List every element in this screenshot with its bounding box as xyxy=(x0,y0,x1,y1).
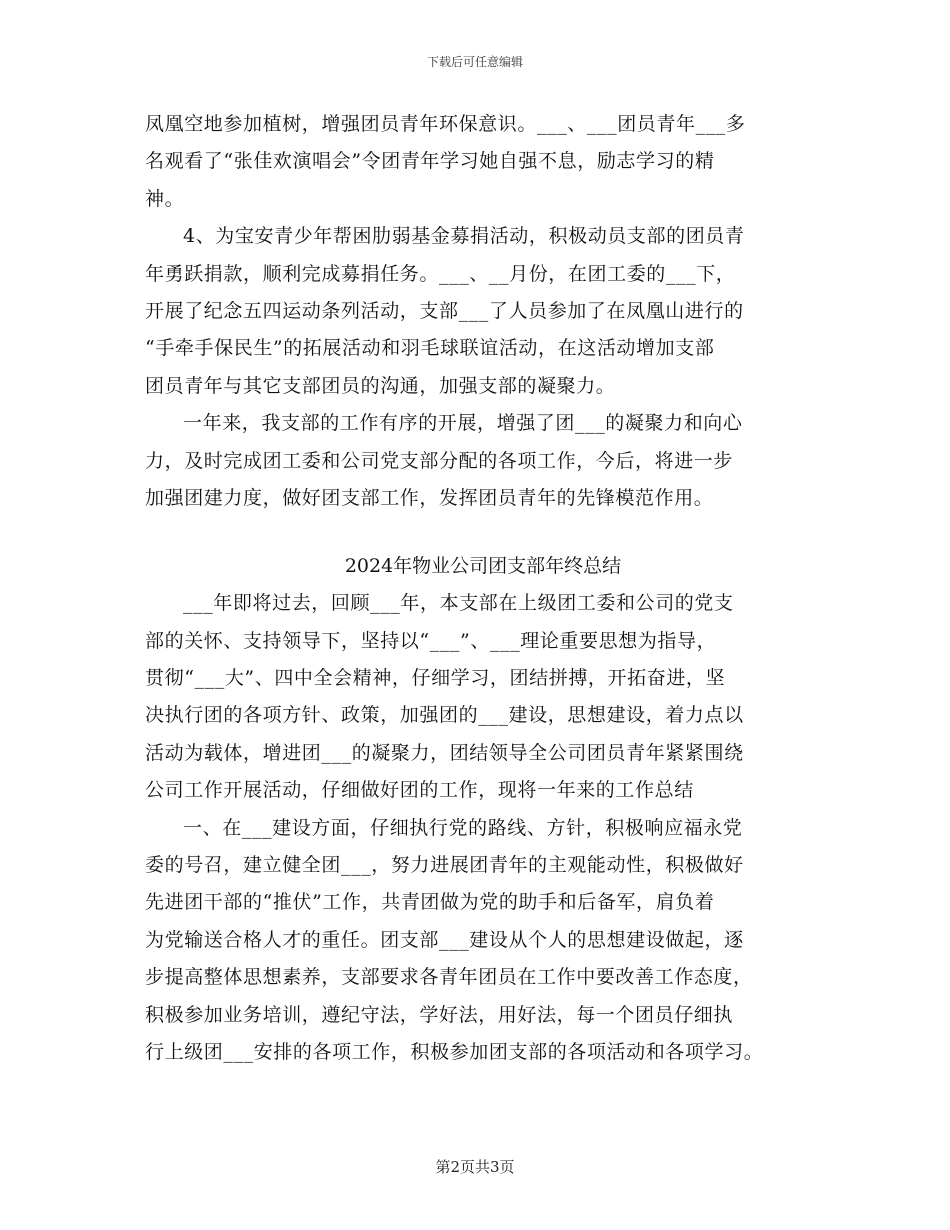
paragraph-line: 步提高整体思想素养，支部要求各青年团员在工作中要改善工作态度， xyxy=(145,966,753,989)
paragraph-line: ___年即将过去，回顾___年，本支部在上级团工委和公司的党支 xyxy=(183,592,734,615)
paragraph-line: 凤凰空地参加植树，增强团员青年环保意识。___、___团员青年___多 xyxy=(145,113,746,135)
paragraph-line: 活动为载体，增进团___的凝聚力，团结领导全公司团员青年紧紧围绕 xyxy=(145,741,744,764)
paragraph-line: 加强团建力度，做好团支部工作，发挥团员青年的先锋模范作用。 xyxy=(145,486,714,509)
paragraph-line: 一年来，我支部的工作有序的开展，增强了团___的凝聚力和向心 xyxy=(183,412,743,435)
paragraph-line: 贯彻“___大”、四中全会精神，仔细学习，团结拼搏，开拓奋进，坚 xyxy=(145,667,726,690)
paragraph-line: 名观看了“张佳欢演唱会”令团青年学习她自强不息，励志学习的精 xyxy=(145,150,715,173)
document-body xyxy=(145,106,815,1071)
paragraph-line: 团员青年与其它支部团员的沟通，加强支部的凝聚力。 xyxy=(145,374,616,397)
paragraph-line: “手牵手保民生”的拓展活动和羽毛球联谊活动，在这活动增加支部 xyxy=(145,337,715,360)
paragraph-line: 公司工作开展活动，仔细做好团的工作，现将一年来的工作总结 xyxy=(145,779,694,802)
page-header: 下载后可任意编辑 xyxy=(426,55,523,69)
paragraph-line: 一、在___建设方面，仔细执行党的路线、方针，积极响应福永党 xyxy=(183,816,743,839)
paragraph-line: 行上级团___安排的各项工作，积极参加团支部的各项活动和各项学习。 xyxy=(145,1040,764,1063)
paragraph-line: 先进团干部的“推伏”工作，共青团做为党的助手和后备军，肩负着 xyxy=(145,891,715,914)
paragraph-line: 部的关怀、支持领导下，坚持以“___”、___理论重要思想为指导， xyxy=(145,629,717,652)
paragraph-line: 年勇跃捐款，顺利完成募捐任务。___、__月份，在团工委的___下， xyxy=(145,262,736,285)
page-number: 第2页共3页 xyxy=(435,1158,515,1176)
paragraph-line: 积极参加业务培训，遵纪守法，学好法，用好法，每一个团员仔细执 xyxy=(145,1003,734,1026)
section-title: 2024年物业公司团支部年终总结 xyxy=(344,555,622,578)
paragraph-line: 委的号召，建立健全团___，努力进展团青年的主观能动性，积极做好 xyxy=(145,854,744,877)
paragraph-line: 为党输送合格人才的重任。团支部___建设从个人的思想建设做起，逐 xyxy=(145,928,744,951)
section-gap xyxy=(145,517,815,547)
paragraph-line: 开展了纪念五四运动条列活动，支部___了人员参加了在凤凰山进行的 xyxy=(145,299,744,322)
paragraph-line: 4、为宝安青少年帮困肋弱基金募捐活动，积极动员支部的团员青 xyxy=(183,225,745,248)
paragraph-line: 决执行团的各项方针、政策，加强团的___建设，思想建设，着力点以 xyxy=(145,704,744,727)
paragraph-line: 力，及时完成团工委和公司党支部分配的各项工作，今后，将进一步 xyxy=(145,449,734,472)
paragraph-line: 神。 xyxy=(145,187,185,210)
